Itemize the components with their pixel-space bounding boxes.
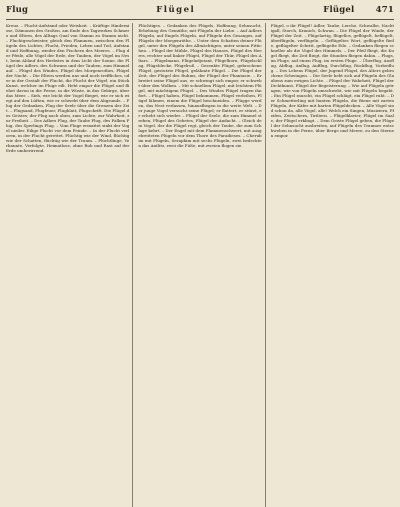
text-column-2	[138, 23, 265, 507]
column-3-text: Flügel, o ihr Flügel! Adler, Taube, Lerche, Schwalbe, Nachtigall, Storch, Kranich, Schwan. – Die Flügel der Winde, der Flügel der Zeit. – Flügelartig, flügellos, geflügelt, beflügelt, überflügeln, verflügeln. – Geflügeltes Wort, geflügelte Rede, geflügelter Schritt, geflügelte Eile. – Gedanken fliegen schneller als die Vögel des Himmels. – Der Pfeil fliegt, die Kugel fliegt, die Zeit fliegt, die Stunden fliegen dahin. – Flugs, im Fluge, auf einen Flug, im ersten Fluge. – Überflug, Ausflug, Abflug, Anflug, Aufflug, Durchflug, Rückflug, Vorbeiflug. – Des Lebens Flügel, der Jugend Flügel, des Alters gebrochene Schwingen. – Die Seele hebt sich auf Flügeln des Glaubens zum ewigen Lichte. – Flügel der Wahrheit, Flügel der Dichtkunst, Flügel der Begeisterung. – Wie auf Flügeln getragen, wie von Flügeln umschwebt, wie mit Flügeln begabt. – Ein Flügel rauscht, ein Flügel schlägt, ein Flügel ruht. – Der Schmetterling mit bunten Flügeln, die Biene mit zarten Flügeln, der Käfer mit harten Flügeldecken. – Alle Vögel sind schon da, alle Vögel, alle! Welch ein Singen, Musiziern, Pfeifen, Zwitschern, Tiriliern. – Flügelklavier, Flügel im Saale, der Flügel erklingt. – Dem Geiste Flügel geben, die Flügel der Sehnsucht ausbreiten, auf Flügeln des Traumes entschweben in die Ferne, über Berge und Meere, zu den Sternen empor.	[270, 23, 394, 139]
column-1-text: Kreuz. – Flucht-Aufstand oder Weisheit. – Kräftige Hindernisse, Dämonen des Großen, am Ende des Tagwerkes Schmerz und Eltern, des Alltags Qual von Stamm zu Stamm nicht. – Fluchtgeschwister, gleich den Flammen, zwischen den Flügeln des Lichtes, Flucht, Frieden, Leben und Tod, Aufstand und Hoffnung, wieder den Fischern des Meeres. – Flug der Pfeile, alle Vögel der Erde, der Tauben, der Vögel im Nest, beim Ablauf des Herbstes in dem Licht der Sonne, die Flügel des Adlers, des Schwans und der Tauben, zum Himmel auf. – Flügel des Windes, Flügel des Morgenrothes, Flügel der Nacht. – Die Eltern werden uns und noch treffliches, oder in der Gestalt der Flucht, die Flucht der Vögel, ein Stück Kunst, welcher im Fluge eilt. Hebt empor die Flügel und fliehet davon in die Ferne, in die Wüste, in das Gebirge, über das Meer. – Sieh, wie leicht der Vogel flieget, wie er sich wiegt auf den Lüften, wie er schwebt über dem Abgrunde. – Flug der Gedanken, Flug der Seele über die Grenzen der Zeit. – Flugsand, Flugfeuer, Flugblatt, Flugschrift. Die Flügel des Geistes; der Flug nach oben, zum Lichte, zur Wahrheit, zur Freiheit. – Des Adlers Flug, der Taube Flug, des Falken Flug, des Sperlings Flug. – Vom Fluge ermattet sinkt der Vogel nieder. Eilige Flucht vor dem Feinde. – In der Flucht verloren, in der Flucht gerettet. Flüchtig wie der Wind, flüchtig wie der Schatten, flüchtig wie der Traum. – Flüchtlinge, Verbannte, Verfolgte, Heimatlose, ohne Ruh und Rast auf der Erde umherirrend.	[6, 23, 130, 154]
header-left-keyword: Flug	[6, 5, 29, 15]
page-number: 471	[375, 5, 394, 15]
header-center-keyword: Flügel	[156, 5, 196, 15]
header-right-keyword: Flügel	[323, 5, 355, 15]
text-column-1	[6, 23, 133, 507]
text-columns	[6, 23, 394, 507]
text-column-3	[271, 23, 394, 507]
header-right	[323, 5, 394, 15]
column-2-text: Flüchtiges. – Gedanken des Flügels, Hoffnung, Sehnsucht, Erhebung des Gemüths; mit Flügeln der Liebe. – Auf Adlers Flügeln, auf Engels Flügeln, auf Flügeln des Gesanges, auf Flügeln der Morgenröthe. – Unter dem Schatten deiner Flügel, unter den Flügeln des Allmächtigen, unter seinen Fittichen. – Flügel der Mühle, Flügel des Hauses, Flügel des Heeres, rechter und linker Flügel, Flügel der Thür, Flügel des Altars. – Flügelmann, Flügeladjutant, Flügelhorn, Flügelschlag, Flügeldecke, Flügelroß. – Gesenkte Flügel, gebrochene Flügel, gestutzte Flügel, gelähmte Flügel. – Die Flügel der Zeit, der Flügel des Ruhms, der Flügel der Phantasie. – Er breitet seine Flügel aus, er schwingt sich empor, er schwebt über den Wolken. – Mit schnellem Flügel, mit leichtem Flügel, mit mächtigem Flügel. – Des Windes Flügel tragen ihn fort. – Flügel haben, Flügel bekommen, Flügel verleihen, Flügel lähmen, einem die Flügel beschneiden. – Flügge werden, das Nest verlassen, hinausfliegen in die weite Welt. – Der junge Vogel versucht seine Flügel; er flattert, er stürzt, er erhebt sich wieder. – Flügel der Seele, die zum Himmel streben, Flügel des Gebetes, Flügel der Andacht. – Gleich dem Vogel, der die Flügel regt, gleich der Taube, die zum Schlage kehrt. – Der Engel mit dem Flammenschwert, mit ausgebreiteten Flügeln vor dem Thore des Paradieses. – Cherubim mit Flügeln, Seraphim mit sechs Flügeln, zwei bedeckten das Antlitz, zwei die Füße, mit zweien flogen sie.	[138, 23, 262, 149]
page-header	[6, 5, 394, 20]
